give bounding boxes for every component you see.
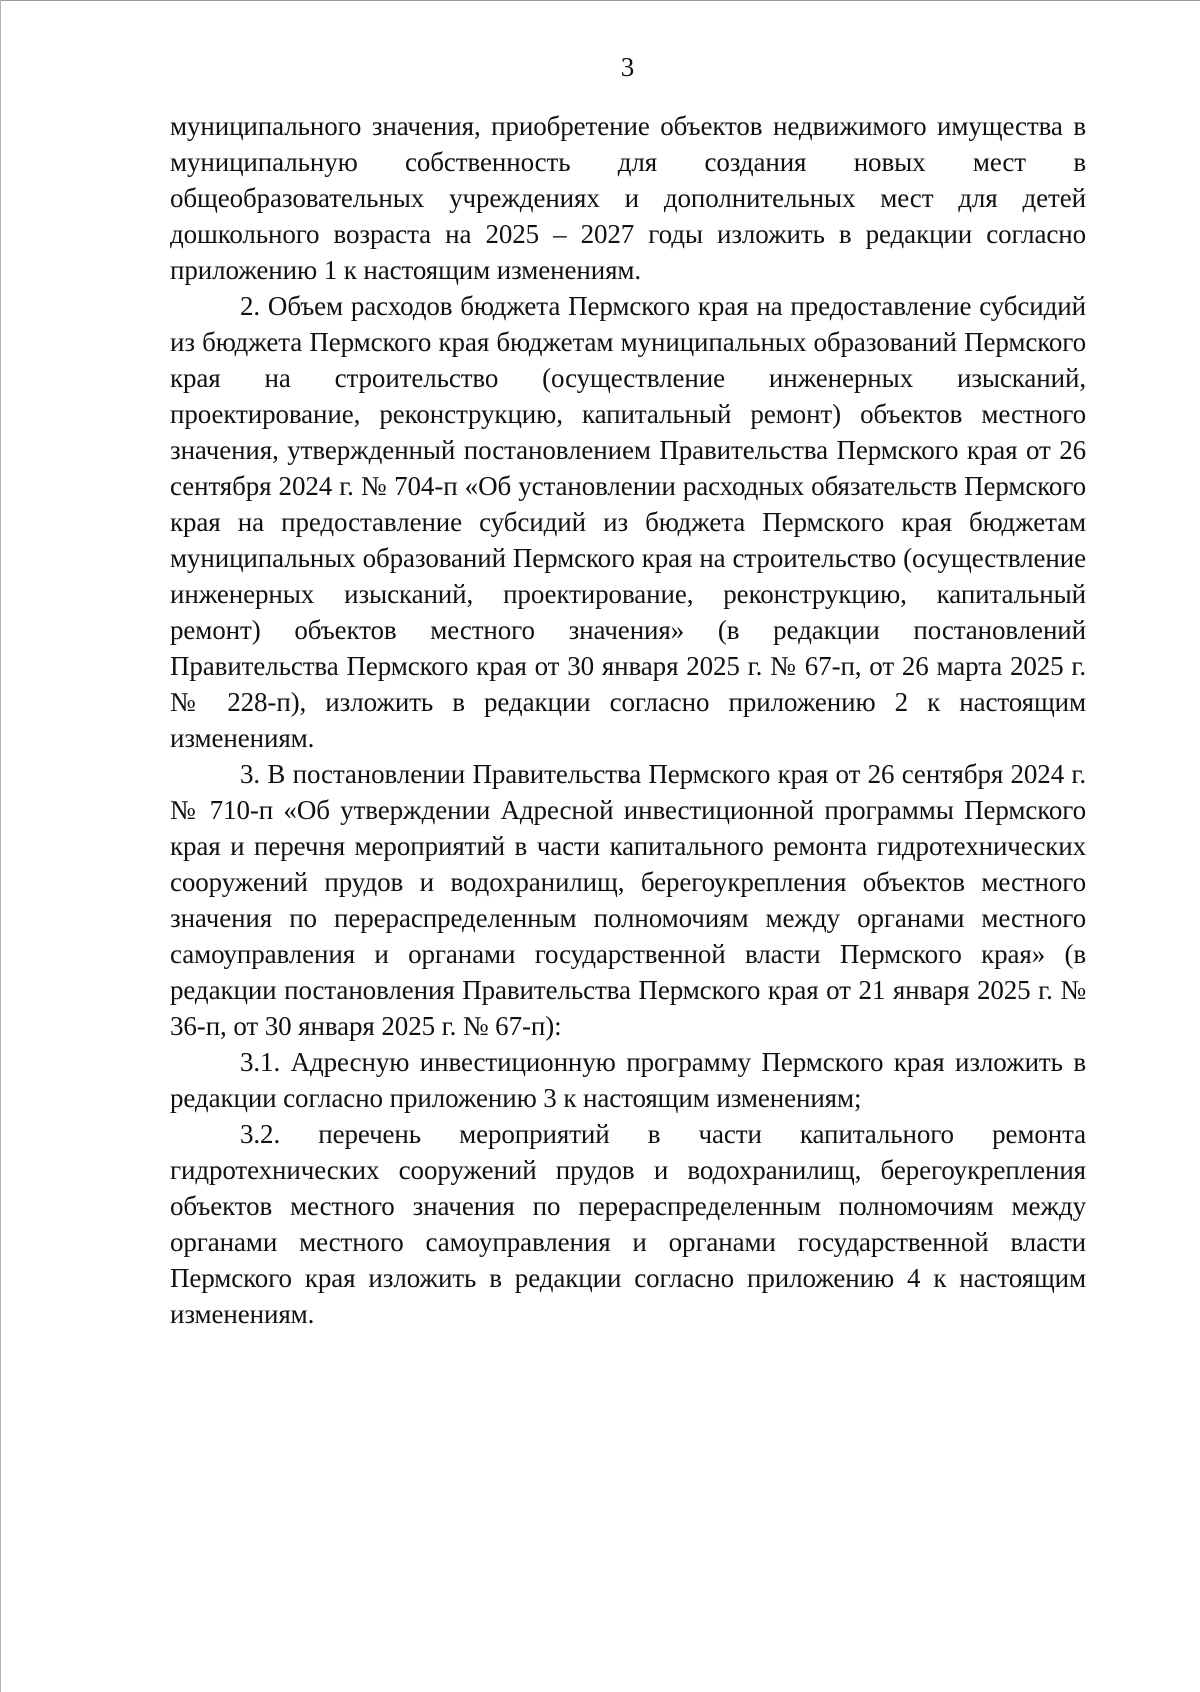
paragraph-intro: муниципального значения, приобретение объектов недвижимого имущества в муниципальную собственность для создания новых мест в общеобразовательных учреждениях и дополнительных мест для детей дошкольного возраста на 2025 – 2027 годы изложить в редакции согласно приложению 1 к настоящим изменениям.: [170, 111, 1086, 285]
paragraph-item-3-2: 3.2. перечень мероприятий в части капитального ремонта гидротехнических сооружений прудов и водохранилищ, берегоукрепления объектов местного значения по перераспределенным полномочиям между органами местного самоуправления и органами государственной власти Пермского края изложить в редакции согласно приложению 4 к настоящим изменениям.: [170, 1119, 1086, 1329]
paragraph-item-3-1: 3.1. Адресную инвестиционную программу Пермского края изложить в редакции согласно приложению 3 к настоящим изменениям;: [170, 1047, 1086, 1113]
page-left-edge: [0, 0, 1, 1692]
paragraph-item-2: 2. Объем расходов бюджета Пермского края на предоставление субсидий из бюджета Пермского края бюджетам муниципальных образований Пермского края на строительство (осуществление инженерных изысканий, проектирование, реконструкцию, капитальный ремонт) объектов местного значения, утвержденный постановлением Правительства Пермского края от 26 сентября 2024 г. № 704-п «Об установлении расходных обязательств Пермского края на предоставление субсидий из бюджета Пермского края бюджетам муниципальных образований Пермского края на строительство (осуществление инженерных изысканий, проектирование, реконструкцию, капитальный ремонт) объектов местного значения» (в редакции постановлений Правительства Пермского края от 30 января 2025 г. № 67-п, от 26 марта 2025 г. № 228-п), изложить в редакции согласно приложению 2 к настоящим изменениям.: [170, 291, 1086, 753]
paragraph-item-3: 3. В постановлении Правительства Пермского края от 26 сентября 2024 г. № 710-п «Об утверждении Адресной инвестиционной программы Пермского края и перечня мероприятий в части капитального ремонта гидротехнических сооружений прудов и водохранилищ, берегоукрепления объектов местного значения по перераспределенным полномочиям между органами местного самоуправления и органами государственной власти Пермского края» (в редакции постановления Правительства Пермского края от 21 января 2025 г. № 36-п, от 30 января 2025 г. № 67-п):: [170, 759, 1086, 1041]
document-body: [170, 108, 1086, 1332]
page-top-edge: [0, 0, 1200, 1]
page-number: 3: [620, 52, 635, 82]
